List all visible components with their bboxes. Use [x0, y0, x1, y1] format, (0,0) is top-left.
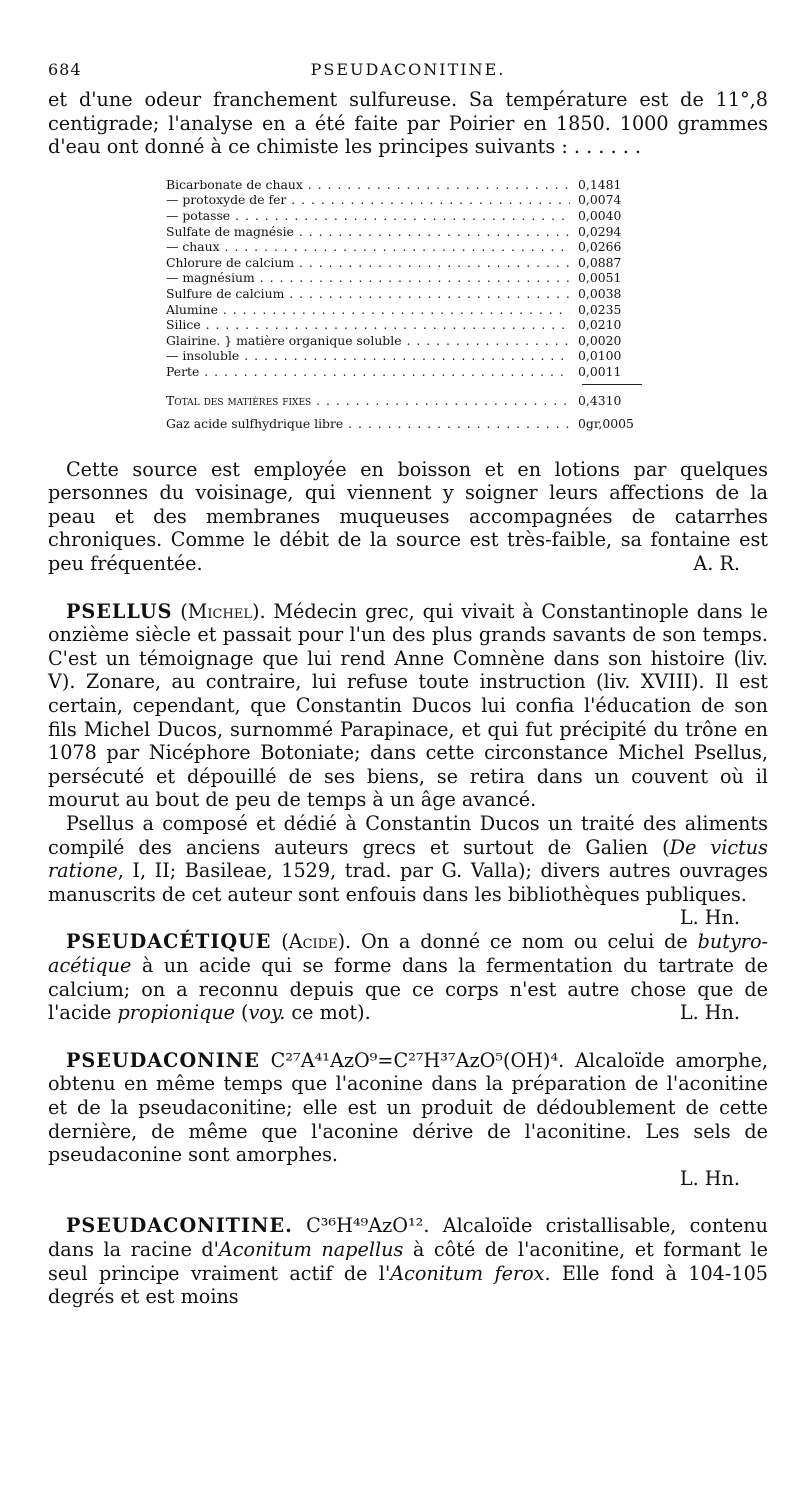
table-row: [166, 302, 642, 318]
analysis-table: [166, 177, 642, 432]
row-value: 0,0266: [578, 239, 634, 255]
row-value: 0,0100: [578, 348, 634, 364]
page-number: 684: [48, 60, 82, 79]
entry-text-2-italic: De victus ratione: [48, 835, 768, 883]
row-label: Gaz acide sulfhydrique libre . . .: [166, 416, 570, 432]
row-label: Alumine . . .: [166, 302, 570, 318]
row-value: 0,4310: [578, 393, 634, 409]
table-row: [166, 224, 642, 240]
row-label: — chaux . . .: [166, 239, 570, 255]
gas-row: [166, 416, 642, 432]
table-row: [166, 348, 642, 364]
entry-text: On a donné ce nom ou celui de: [361, 930, 698, 954]
entry-italic: Aconitum napellus: [218, 1237, 404, 1261]
row-value: 0,0038: [578, 286, 634, 302]
row-value: 0,0020: [578, 333, 634, 349]
table-row: [166, 270, 642, 286]
table-row: [166, 192, 642, 208]
row-value: 0,0294: [578, 224, 634, 240]
entry-title: PSEUDACONITINE.: [66, 1214, 293, 1238]
entry-italic: butyro-acétique: [48, 930, 768, 977]
entry-text-2b: , I, II; Basileae, 1529, trad. par G. Valla); divers autres ouvrages manuscrits de cet auteur sont enfouis dans les bibliothèques publiques.: [48, 859, 768, 906]
closing-text: Cette source est employée en boisson et en lotions par quelques personnes du voisinage, qui viennent y soigner leurs affections de la peau et des membranes muqueuses accompagnées de catarrhes chroniques. Comme le débit de la source est très-faible, sa fontaine est peu fréquentée.: [48, 457, 768, 576]
row-value: 0,0074: [578, 192, 634, 208]
entry-italic: Aconitum ferox: [390, 1261, 545, 1285]
entry-text: Médecin grec, qui vivait à Constantinople dans le onzième siècle et passait pour l'un des plus grands savants de son temps. C'est un témoignage que lui rend Anne Comnène dans son histoire (liv. V). Zonare, au contraire, lui refuse toute instruction (liv. XVIII). Il est certain, cependant, que Constantin Ducos lui confia l'éducation de son fils Michel Ducos, surnommé Parapinace, et qui fut précipité du trône en 1078 par Nicéphore Botoniate; dans cette circonstance Michel Psellus, persécuté et dépouillé de ses biens, se retira dans un couvent où il mourut au bout de peu de temps à un âge avancé.: [48, 599, 768, 812]
entry-pseudaconine: [48, 1049, 768, 1191]
entry-text: Alcaloïde cristallisable, contenu dans la racine d': [48, 1214, 768, 1261]
row-label: Perte . . .: [166, 364, 570, 380]
row-value: 0gr,0005: [578, 416, 634, 432]
entry-text: Alcaloïde amorphe, obtenu en même temps que l'aconine dans la préparation de l'aconitine et de la pseudaconitine; elle est un produit de dédoublement de cette dernière, de même que l'aconine dérive de l'aconitine. Les sels de pseudaconine sont amorphes.: [48, 1048, 768, 1167]
entry-italic: propionique: [117, 1001, 235, 1025]
closing-paragraph: [48, 458, 768, 576]
entry-italic: voy.: [248, 1001, 286, 1025]
row-label: — magnésium . . .: [166, 270, 570, 286]
table-row: [166, 286, 642, 302]
entry-title: PSEUDACÉTIQUE: [66, 930, 272, 954]
table-row: [166, 333, 642, 349]
running-title: PSEUDACONITINE.: [310, 60, 506, 79]
row-value: 0,0051: [578, 270, 634, 286]
entry-text: ce mot).: [285, 1001, 371, 1025]
row-label: — potasse . . .: [166, 208, 570, 224]
chemical-formula: C²⁷A⁴¹AzO⁹=C²⁷H³⁷AzO⁵(OH)⁴.: [270, 1048, 565, 1072]
signature: A. R.: [693, 552, 740, 576]
row-label: — protoxyde de fer . . .: [166, 192, 570, 208]
entry-qualifier: (Acide).: [281, 930, 352, 954]
row-label: Glairine. } matière organique soluble . . .: [166, 333, 570, 349]
entry-pseudacetique: [48, 930, 768, 1024]
signature: L. Hn.: [679, 906, 740, 930]
row-value: 0,0210: [578, 317, 634, 333]
row-label: Total des matières fixes . . .: [166, 393, 570, 409]
total-row: [166, 393, 642, 409]
book-page: [48, 60, 768, 1309]
row-label: — insoluble . . .: [166, 348, 570, 364]
page-header: [48, 60, 768, 88]
entry-text: . Elle fond à 104-105 degrés et est moins: [48, 1261, 768, 1309]
table-row: [166, 364, 642, 380]
entry-text: à un acide qui se forme dans la fermentation du tartrate de calcium; on a reconnu depuis que ce corps n'est autre chose que de l'acide: [48, 953, 768, 1025]
chemical-formula: C³⁶H⁴⁹AzO¹².: [306, 1214, 430, 1238]
row-value: 0,0011: [578, 364, 634, 380]
entry-qualifier: (Michel).: [180, 599, 266, 623]
row-label: Sulfure de calcium . . .: [166, 286, 570, 302]
row-value: 0,0887: [578, 255, 634, 271]
row-label: Chlorure de calcium . . .: [166, 255, 570, 271]
table-row: [166, 239, 642, 255]
table-row: [166, 208, 642, 224]
row-label: Sulfate de magnésie . . .: [166, 224, 570, 240]
row-label: Bicarbonate de chaux . . .: [166, 177, 570, 193]
entry-text: (: [234, 1001, 249, 1025]
entry-title: PSELLUS: [66, 599, 173, 623]
row-value: 0,0235: [578, 302, 634, 318]
table-row: [166, 177, 642, 193]
table-row: [166, 255, 642, 271]
entry-title: PSEUDACONINE: [66, 1048, 260, 1072]
total-rule: [582, 384, 642, 385]
intro-paragraph: et d'une odeur franchement sulfureuse. Sa température est de 11°,8 centigrade; l'analyse en a été faite par Poirier en 1850. 1000 grammes d'eau ont donné à ce chimiste les principes suivants : . . . . . .: [48, 88, 768, 159]
table-row: [166, 317, 642, 333]
signature: L. Hn.: [679, 1166, 740, 1190]
entry-pseudaconitine: [48, 1214, 768, 1308]
entry-text: à côté de l'aconitine, et formant le seul principe vraiment actif de l': [48, 1237, 768, 1285]
signature: L. Hn.: [679, 1001, 740, 1025]
row-value: 0,1481: [578, 177, 634, 193]
row-value: 0,0040: [578, 208, 634, 224]
entry-text-2a: Psellus a composé et dédié à Constantin Ducos un traité des aliments compilé des anciens auteurs grecs et surtout de Galien (: [48, 812, 768, 859]
row-label: Silice . . .: [166, 317, 570, 333]
entry-psellus: [48, 599, 768, 930]
